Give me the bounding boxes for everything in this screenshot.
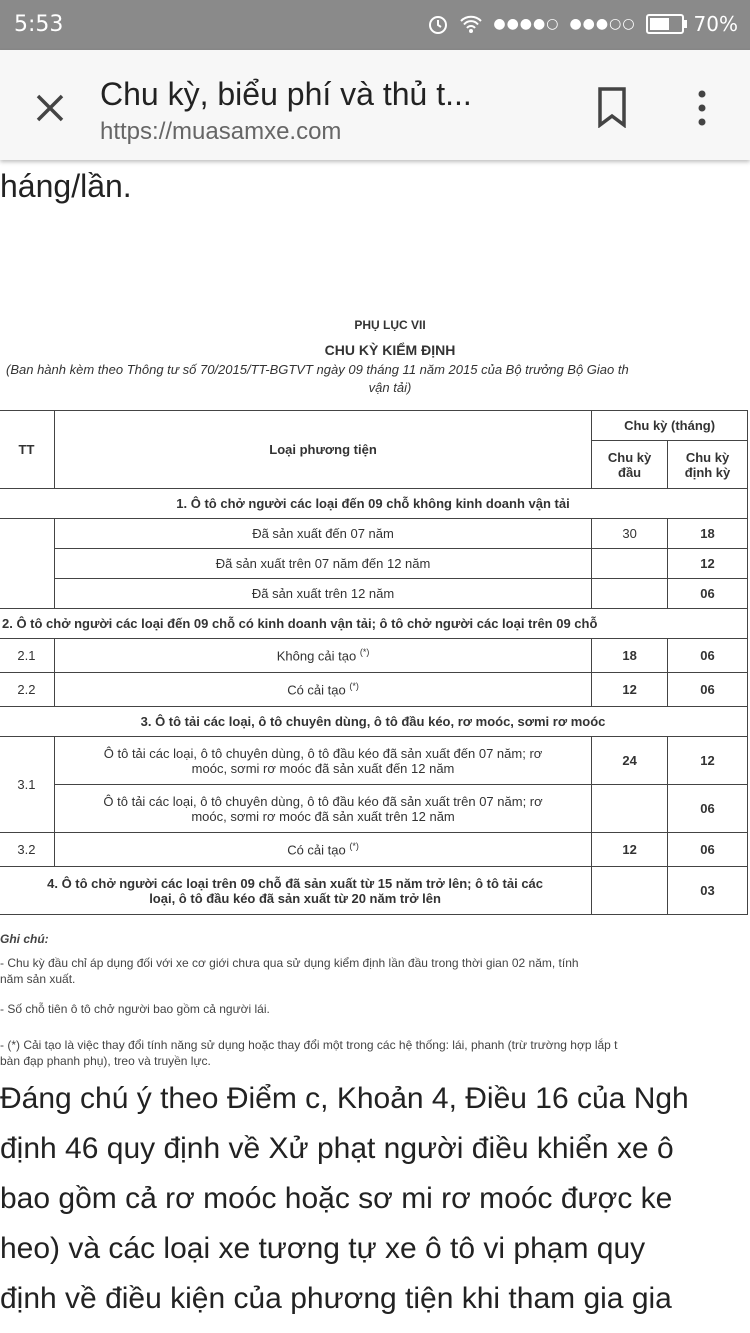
table-row: 3.2 Có cải tạo (*) 12 06 <box>0 833 748 867</box>
inspection-cycle-table <box>0 410 748 915</box>
header-vehicle-type: Loại phương tiện <box>54 411 591 489</box>
table-row: Ô tô tải các loại, ô tô chuyên dùng, ô tô đầu kéo đã sản xuất trên 07 năm; rơ moóc, sơmi rơ moóc đã sản xuất trên 12 năm 06 <box>0 785 748 833</box>
document-subtitle-cont: vận tải) <box>368 380 412 395</box>
table-row: 2.2 Có cải tạo (*) 12 06 <box>0 673 748 707</box>
table-section-row: 3. Ô tô tải các loại, ô tô chuyên dùng, ô tô đầu kéo, rơ moóc, sơmi rơ moóc <box>0 707 748 737</box>
paragraph-line: định 46 quy định về Xử phạt người điều khiển xe ô <box>0 1132 674 1165</box>
note-2: - Số chỗ tiên ô tô chở người bao gồm cả người lái. <box>0 1002 270 1016</box>
alarm-icon <box>427 13 449 35</box>
table-section-row: 1. Ô tô chở người các loại đến 09 chỗ không kinh doanh vận tải <box>0 489 748 519</box>
table-row: 2.1 Không cải tạo (*) 18 06 <box>0 639 748 673</box>
note-1-cont: năm sản xuất. <box>0 972 76 986</box>
document-subtitle: (Ban hành kèm theo Thông tư số 70/2015/TT-BGTVT ngày 09 tháng 11 năm 2015 của Bộ trưởng Bộ Giao th <box>6 362 629 377</box>
bookmark-icon[interactable] <box>596 86 628 128</box>
paragraph-line: heo) và các loại xe tương tự xe ô tô vi phạm quy <box>0 1232 646 1265</box>
table-row: 4. Ô tô chở người các loại trên 09 chỗ đã sản xuất từ 15 năm trở lên; ô tô tải các loại, ô tô đầu kéo đã sản xuất từ 20 năm trở lên 03 <box>0 867 748 915</box>
more-options-icon[interactable] <box>692 88 712 128</box>
paragraph-line: bao gồm cả rơ moóc hoặc sơ mi rơ moóc được ke <box>0 1182 673 1215</box>
clock: 5:53 <box>14 12 64 37</box>
wifi-icon <box>459 14 483 34</box>
signal-sim1: ●●●●○ <box>493 16 560 32</box>
table-row: Đã sản xuất đến 07 năm 30 18 <box>0 519 748 549</box>
header-cycle: Chu kỳ (tháng) <box>592 411 748 441</box>
signal-sim2: ●●●○○ <box>569 16 636 32</box>
status-icons <box>427 12 738 36</box>
note-1: - Chu kỳ đầu chỉ áp dụng đối với xe cơ giới chưa qua sử dụng kiểm định lần đầu trong thời gian 02 năm, tính <box>0 956 579 970</box>
paragraph-line: định về điều kiện của phương tiện khi tham gia gia <box>0 1282 672 1315</box>
close-icon[interactable] <box>30 88 70 128</box>
table-section-row: 2. Ô tô chở người các loại đến 09 chỗ có kinh doanh vận tải; ô tô chở người các loại trên 09 chỗ <box>0 609 748 639</box>
header-tt: TT <box>0 411 54 489</box>
header-first-cycle: Chu kỳ đầu <box>592 441 668 489</box>
header-periodic-cycle: Chu kỳ định kỳ <box>668 441 748 489</box>
table-row: Đã sản xuất trên 07 năm đến 12 năm 12 <box>0 549 748 579</box>
page-title: Chu kỳ, biểu phí và thủ t... <box>100 76 472 112</box>
notes-title: Ghi chú: <box>0 932 49 946</box>
paragraph-line: Đáng chú ý theo Điểm c, Khoản 4, Điều 16 của Ngh <box>0 1082 689 1115</box>
page-url: https://muasamxe.com <box>100 118 342 145</box>
browser-toolbar <box>0 50 750 160</box>
table-row: Đã sản xuất trên 12 năm 06 <box>0 579 748 609</box>
battery-icon <box>646 14 684 34</box>
appendix-label: PHỤ LỤC VII <box>354 318 426 332</box>
battery-percent: 70% <box>693 12 738 36</box>
table-header-row <box>0 411 748 441</box>
table-row: 3.1 Ô tô tải các loại, ô tô chuyên dùng, ô tô đầu kéo đã sản xuất đến 07 năm; rơ moóc, sơmi rơ moóc đã sản xuất đến 12 năm 24 12 <box>0 737 748 785</box>
note-3-cont: bàn đạp phanh phụ), treo và truyền lực. <box>0 1054 211 1068</box>
note-3: - (*) Cải tạo là việc thay đổi tính năng sử dụng hoặc thay đổi một trong các hệ thống: lái, phanh (trừ trường hợp lắp t <box>0 1038 618 1052</box>
status-bar <box>0 0 750 50</box>
article-text-fragment: háng/lần. <box>0 168 132 204</box>
document-heading: CHU KỲ KIỂM ĐỊNH <box>324 342 456 358</box>
